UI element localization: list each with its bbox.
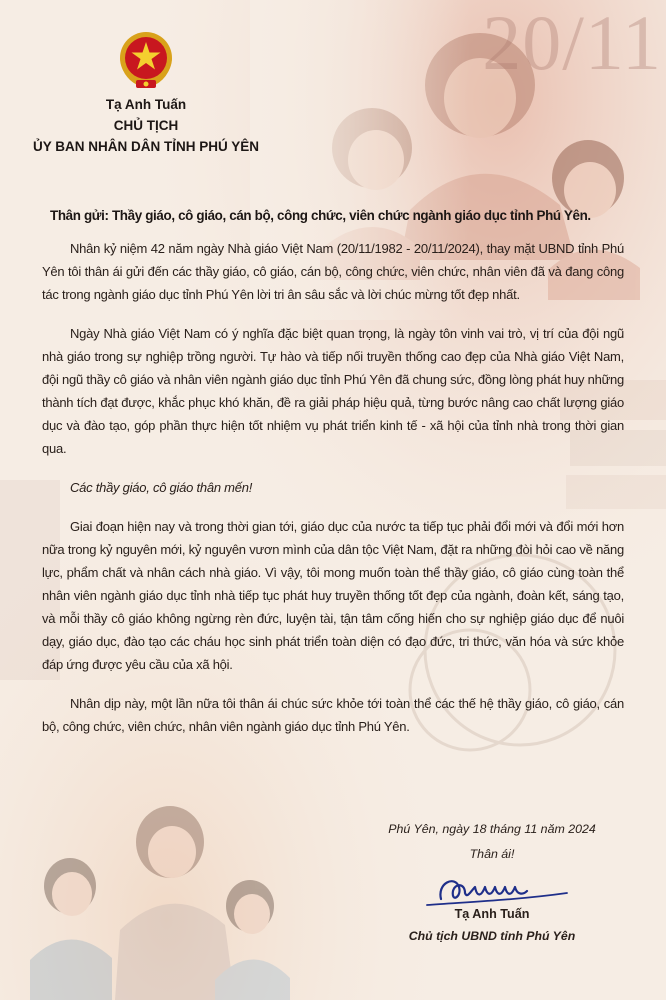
letter-salutation: Các thầy giáo, cô giáo thân mến! [70,480,253,495]
signer-name: Tạ Anh Tuấn [454,907,530,921]
vietnam-national-emblem-icon [118,28,174,92]
closing-regards: Thân ái! [469,847,515,861]
letter-paragraph: Ngày Nhà giáo Việt Nam có ý nghĩa đặc biệt quan trọng, là ngày tôn vinh vai trò, vị trí của đội ngũ nhà giáo trong sự nghiệp trồng người. Tự hào và tiếp nối truyền thống cao đẹp của Nhà giáo Việt Nam, đội ngũ thầy cô giáo và nhân viên ngành giáo dục tỉnh Phú Yên đã chung sức, đồng lòng phát huy những thành tích đạt được, khắc phục khó khăn, đề ra giải pháp hiệu quả, từng bước nâng cao chất lượng giáo dục và đào tạo, góp phần thực hiện tốt nhiệm vụ phát triển kinh tế - xã hội của tỉnh nhà trong thời gian qua. [42,326,624,456]
sender-organization: ỦY BAN NHÂN DÂN TỈNH PHÚ YÊN [32,139,260,154]
letter-body [42,237,624,754]
sender-title: CHỦ TỊCH [113,118,179,133]
sender-name: Tạ Anh Tuấn [105,97,187,112]
letter-paragraph: Nhân kỷ niệm 42 năm ngày Nhà giáo Việt Nam (20/11/1982 - 20/11/2024), thay mặt UBND tỉnh Phú Yên tôi thân ái gửi đến các thầy giáo, cô giáo, cán bộ, công chức, viên chức, nhân viên đã và đang công tác trong ngành giáo dục tỉnh Phú Yên lời tri ân sâu sắc và lời chúc mừng tốt đẹp nhất. [42,241,624,302]
letter-paragraph: Nhân dịp này, một lần nữa tôi thân ái chúc sức khỏe tới toàn thể các thế hệ thầy giáo, cô giáo, cán bộ, công chức, viên chức, nhân viên ngành giáo dục tỉnh Phú Yên. [42,696,624,734]
letter-paragraph: Giai đoạn hiện nay và trong thời gian tới, giáo dục của nước ta tiếp tục phải đổi mới và đổi mới hơn nữa trong kỷ nguyên mới, kỷ nguyên vươn mình của dân tộc Việt Nam, đặt ra những đòi hỏi cao về năng lực, phẩm chất và nhân cách nhà giáo. Vì vậy, tôi mong muốn toàn thể thầy giáo, cô giáo cùng toàn thể nhân viên ngành giáo dục tỉnh nhà tiếp tục phát huy truyền thống tốt đẹp của ngành, đoàn kết, sáng tạo, và mỗi thầy cô giáo không ngừng rèn đức, luyện tài, tận tâm cống hiến cho sự nghiệp giáo dục để nuôi dạy, giáo dục, đào tạo các cháu học sinh phát triển toàn diện có đạo đức, tri thức, văn hóa và sức khỏe đáp ứng được yêu cầu của xã hội. [42,519,624,672]
letter-greeting: Thân gửi: Thầy giáo, cô giáo, cán bộ, công chức, viên chức ngành giáo dục tỉnh Phú Yên. [50,208,591,223]
background-date-text: 20/11 [482,0,662,86]
closing-block [372,818,612,947]
place-date: Phú Yên, ngày 18 tháng 11 năm 2024 [388,822,596,836]
sender-block [30,94,262,157]
signer-role: Chủ tịch UBND tỉnh Phú Yên [408,929,576,943]
